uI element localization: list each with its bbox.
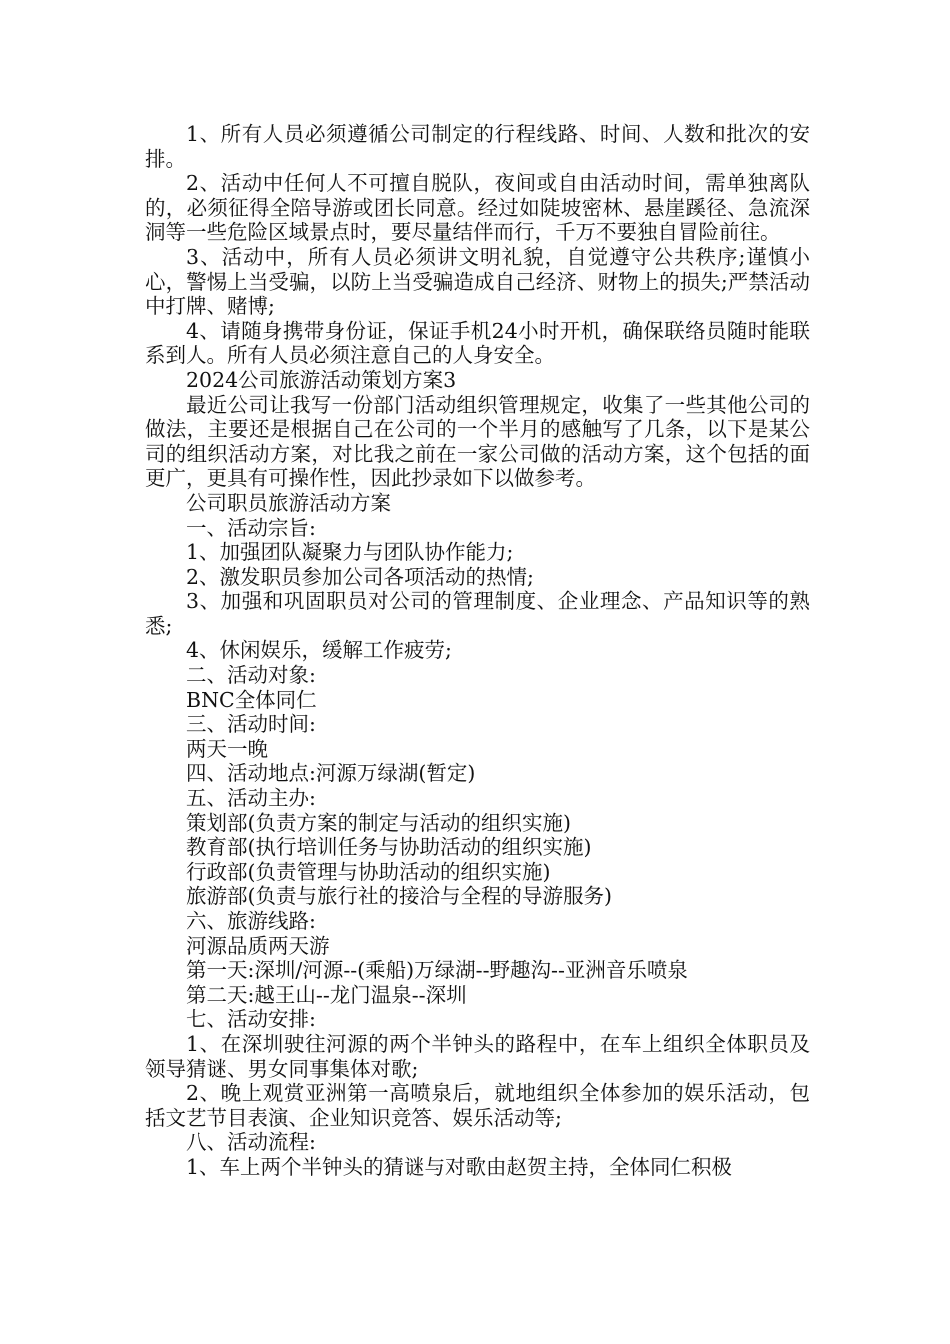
heading-route: 六、旅游线路: [186, 909, 316, 933]
purpose-item-4: 4、休闲娱乐，缓解工作疲劳; [186, 638, 452, 663]
intro-paragraph: 最近公司让我写一份部门活动组织管理规定，收集了一些其他公司的做法，主要还是根据自己在公司的一个半月的感触写了几条，以下是某公司的组织活动方案，对比我之前在一家公司做的活动方案，这个包括的面更广，更具有可操作性，因此抄录如下以做参考。 [145, 392, 810, 491]
organizer-admin: 行政部(负责管理与协助活动的组织实施) [186, 859, 551, 884]
heading-time: 三、活动时间: [186, 712, 316, 737]
route-day-2: 第二天:越王山--龙门温泉--深圳 [186, 982, 467, 1007]
purpose-item-3: 3、加强和巩固职员对公司的管理制度、企业理念、产品知识等的熟悉; [145, 589, 810, 638]
heading-audience: 二、活动对象: [186, 663, 316, 688]
organizer-planning: 策划部(负责方案的制定与活动的组织实施) [186, 810, 571, 835]
plan-title: 公司职员旅游活动方案 [186, 490, 391, 515]
purpose-item-1: 1、加强团队凝聚力与团队协作能力; [186, 540, 514, 565]
purpose-item-2: 2、激发职员参加公司各项活动的热情; [186, 564, 534, 589]
audience-value: BNC全体同仁 [186, 687, 317, 712]
time-value: 两天一晚 [186, 736, 268, 761]
route-day-1: 第一天:深圳/河源--(乘船)万绿湖--野趣沟--亚洲音乐喷泉 [186, 958, 688, 983]
heading-purpose: 一、活动宗旨: [186, 515, 316, 540]
rule-item-2: 2、活动中任何人不可擅自脱队，夜间或自由活动时间，需单独离队的，必须征得全陪导游或团长同意。经过如陡坡密林、悬崖蹊径、急流深洞等一些危险区域景点时，要尽量结伴而行，千万不要独自冒险前往。 [145, 171, 810, 245]
heading-process: 八、活动流程: [186, 1130, 316, 1155]
process-item-1: 1、车上两个半钟头的猜谜与对歌由赵贺主持，全体同仁积极 [186, 1154, 733, 1179]
section-heading: 2024公司旅游活动策划方案3 [186, 367, 457, 392]
rule-item-4: 4、请随身携带身份证，保证手机24小时开机，确保联络员随时能联系到人。所有人员必须注意自己的人身安全。 [145, 318, 810, 368]
heading-location: 四、活动地点:河源万绿湖(暂定) [186, 761, 476, 786]
organizer-travel: 旅游部(负责与旅行社的接洽与全程的导游服务) [186, 884, 612, 909]
organizer-education: 教育部(执行培训任务与协助活动的组织实施) [186, 835, 592, 860]
heading-organizers: 五、活动主办: [186, 786, 316, 811]
rule-item-1: 1、所有人员必须遵循公司制定的行程线路、时间、人数和批次的安排。 [145, 122, 810, 171]
arrangement-item-2: 2、晚上观赏亚洲第一高喷泉后，就地组织全体参加的娱乐活动，包括文艺节目表演、企业知识竞答、娱乐活动等; [145, 1081, 810, 1130]
heading-arrangement: 七、活动安排: [186, 1007, 316, 1032]
route-name: 河源品质两天游 [186, 933, 330, 958]
rule-item-3: 3、活动中，所有人员必须讲文明礼貌，自觉遵守公共秩序;谨慎小心，警惕上当受骗，以防上当受骗造成自己经济、财物上的损失;严禁活动中打牌、赌博; [145, 244, 810, 319]
document-body [145, 122, 810, 1180]
arrangement-item-1: 1、在深圳驶往河源的两个半钟头的路程中，在车上组织全体职员及领导猜谜、男女同事集体对歌; [145, 1031, 810, 1081]
